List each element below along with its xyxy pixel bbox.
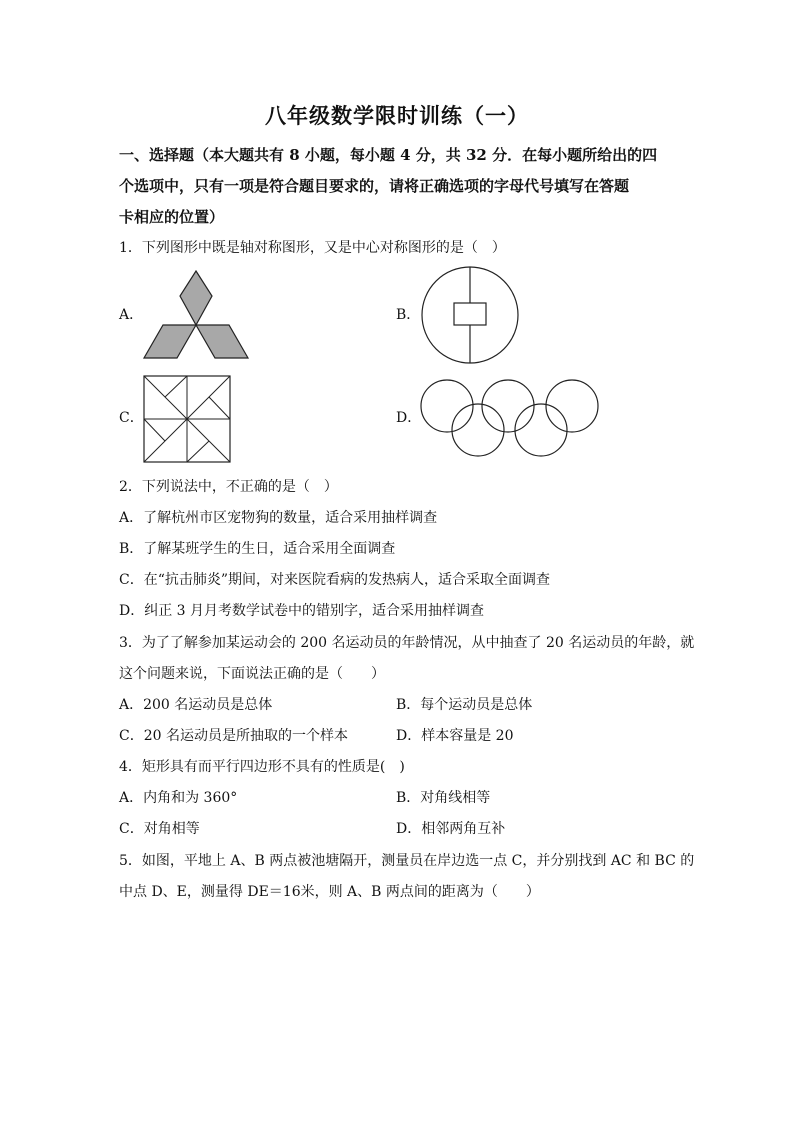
trefoil-diamonds-icon [140, 268, 252, 363]
q4-stem: 4．矩形具有而平行四边形不具有的性质是( ) [119, 759, 405, 775]
q3-option-c: C．20 名运动员是所抽取的一个样本 [119, 728, 348, 744]
q2-option-a: A．了解杭州市区宠物狗的数量，适合采用抽样调查 [119, 510, 438, 526]
q4-option-b: B．对角线相等 [396, 790, 491, 806]
q4-option-c: C．对角相等 [119, 821, 200, 837]
section-heading-line-3: 卡相应的位置） [119, 208, 225, 226]
section-heading-line-1: 一、选择题（本大题共有 8 小题，每小题 4 分，共 32 分．在每小题所给出的四 [119, 146, 658, 164]
q2-option-b: B．了解某班学生的生日，适合采用全面调查 [119, 541, 396, 557]
q3-option-d: D．样本容量是 20 [396, 728, 514, 744]
q5-stem-line-2: 中点 D、E，测量得 DE＝16米，则 A、B 两点间的距离为（ ） [119, 884, 540, 900]
olympic-rings-icon [420, 378, 604, 458]
q4-option-d: D．相邻两角互补 [396, 821, 506, 837]
q1-option-a-label: A． [119, 307, 144, 323]
coin-icon [420, 265, 520, 365]
pinwheel-icon [143, 375, 231, 463]
q2-option-d: D．纠正 3 月月考数学试卷中的错别字，适合采用抽样调查 [119, 603, 485, 619]
q2-option-c: C．在“抗击肺炎”期间，对来医院看病的发热病人，适合采取全面调查 [119, 572, 551, 588]
q1-stem: 1．下列图形中既是轴对称图形，又是中心对称图形的是（ ） [119, 240, 506, 256]
q3-option-b: B．每个运动员是总体 [396, 697, 533, 713]
q2-stem: 2．下列说法中，不正确的是（ ） [119, 479, 338, 495]
q1-option-d-label: D． [396, 410, 422, 426]
q5-stem-line-1: 5．如图，平地上 A、B 两点被池塘隔开，测量员在岸边选一点 C，并分别找到 AC 和 BC 的 [119, 853, 695, 869]
page-title: 八年级数学限时训练（一） [265, 103, 529, 128]
q3-stem-line-1: 3．为了了解参加某运动会的 200 名运动员的年龄情况，从中抽查了 20 名运动员的年龄，就 [119, 635, 695, 651]
q1-option-c-label: C． [119, 410, 144, 426]
q3-option-a: A．200 名运动员是总体 [119, 697, 273, 713]
q3-stem-line-2: 这个问题来说，下面说法正确的是（ ） [119, 666, 385, 682]
section-heading-line-2: 个选项中，只有一项是符合题目要求的，请将正确选项的字母代号填写在答题 [119, 177, 630, 195]
q4-option-a: A．内角和为 360° [119, 790, 238, 806]
q1-option-b-label: B． [396, 307, 421, 323]
